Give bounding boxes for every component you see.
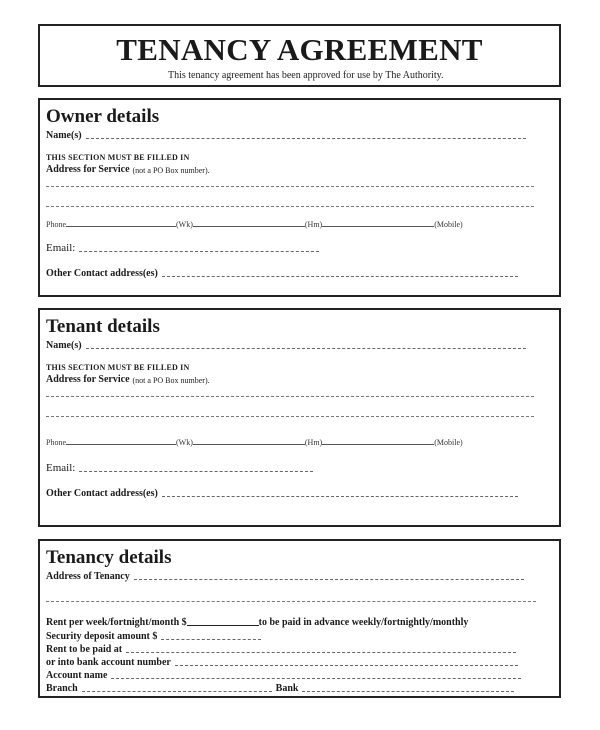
tenant-address-label: Address for Service <box>46 374 130 385</box>
owner-other-field[interactable] <box>162 276 518 277</box>
paid-at-label: Rent to be paid at <box>46 644 123 655</box>
owner-wk-label: (Wk) <box>176 220 193 229</box>
tenancy-details-section <box>38 539 561 698</box>
tenancy-address-label: Address of Tenancy <box>46 571 130 582</box>
tenancy-address-field[interactable] <box>134 579 524 580</box>
bank-account-label: or into bank account number <box>46 657 171 668</box>
page-title: TENANCY AGREEMENT <box>116 32 483 67</box>
owner-details-section <box>38 98 561 297</box>
page-subtitle: This tenancy agreement has been approved for use by The Authority. <box>168 70 444 81</box>
owner-address-line-1[interactable] <box>46 186 534 187</box>
tenancy-heading: Tenancy details <box>46 547 172 568</box>
tenant-heading: Tenant details <box>46 316 160 337</box>
owner-email-field[interactable] <box>79 251 319 252</box>
owner-address-label: Address for Service <box>46 164 130 175</box>
header-box <box>38 24 561 87</box>
owner-names-label: Name(s) <box>46 130 82 141</box>
tenant-address-row <box>46 374 210 385</box>
tenant-email-label: Email: <box>46 462 76 474</box>
branch-bank-row <box>46 683 514 694</box>
bank-field[interactable] <box>302 691 514 692</box>
branch-field[interactable] <box>82 691 272 692</box>
owner-mobile-label: (Mobile) <box>434 220 463 229</box>
tenant-other-label: Other Contact address(es) <box>46 488 158 499</box>
tenant-names-label: Name(s) <box>46 340 82 351</box>
rent-label: Rent per week/fortnight/month $ <box>46 617 187 628</box>
deposit-field[interactable] <box>161 639 261 640</box>
branch-label: Branch <box>46 683 78 694</box>
owner-other-label: Other Contact address(es) <box>46 268 158 279</box>
owner-address-note: (not a PO Box number). <box>132 166 210 175</box>
tenant-other-field[interactable] <box>162 496 518 497</box>
paid-at-row <box>46 644 516 655</box>
owner-heading: Owner details <box>46 106 160 127</box>
owner-names-field[interactable] <box>86 138 526 139</box>
tenant-hm-label: (Hm) <box>304 438 323 447</box>
tenant-address-line-1[interactable] <box>46 396 534 397</box>
owner-address-row <box>46 164 210 175</box>
tenant-address-note: (not a PO Box number). <box>132 376 210 385</box>
bank-account-row <box>46 657 518 668</box>
owner-phone-row <box>46 220 463 229</box>
tenant-address-line-2[interactable] <box>46 416 534 417</box>
owner-phone-mobile-field[interactable] <box>322 226 434 227</box>
owner-phone-wk-field[interactable] <box>66 226 176 227</box>
paid-at-field[interactable] <box>126 652 516 653</box>
tenancy-address-line-2[interactable] <box>46 601 536 602</box>
tenant-names-field[interactable] <box>86 348 526 349</box>
tenant-email-row <box>46 462 313 474</box>
bank-account-field[interactable] <box>175 665 518 666</box>
account-name-label: Account name <box>46 670 108 681</box>
deposit-label: Security deposit amount $ <box>46 631 158 642</box>
owner-email-row <box>46 242 319 254</box>
tenant-phone-mobile-field[interactable] <box>322 444 434 445</box>
tenant-email-field[interactable] <box>79 471 313 472</box>
tenant-must-fill: THIS SECTION MUST BE FILLED IN <box>46 363 190 372</box>
tenant-mobile-label: (Mobile) <box>434 438 463 447</box>
rent-amount-field[interactable] <box>187 625 259 626</box>
tenancy-address-row <box>46 571 524 582</box>
owner-phone-label: Phone <box>46 220 66 229</box>
owner-phone-hm-field[interactable] <box>193 226 305 227</box>
owner-must-fill: THIS SECTION MUST BE FILLED IN <box>46 153 190 162</box>
tenant-phone-wk-field[interactable] <box>66 444 176 445</box>
tenant-names-row <box>46 340 526 351</box>
tenant-other-row <box>46 488 518 499</box>
owner-email-label: Email: <box>46 242 76 254</box>
deposit-row <box>46 631 261 642</box>
tenant-wk-label: (Wk) <box>176 438 193 447</box>
tenant-phone-label: Phone <box>46 438 66 447</box>
tenant-details-section <box>38 308 561 527</box>
owner-address-line-2[interactable] <box>46 206 534 207</box>
rent-suffix: to be paid in advance weekly/fortnightly/monthly <box>258 617 469 628</box>
account-name-field[interactable] <box>111 678 521 679</box>
owner-names-row <box>46 130 526 141</box>
owner-hm-label: (Hm) <box>304 220 323 229</box>
owner-other-row <box>46 268 518 279</box>
tenant-phone-hm-field[interactable] <box>193 444 305 445</box>
rent-row <box>46 617 468 628</box>
bank-label: Bank <box>275 683 299 694</box>
tenant-phone-row <box>46 438 463 447</box>
account-name-row <box>46 670 521 681</box>
